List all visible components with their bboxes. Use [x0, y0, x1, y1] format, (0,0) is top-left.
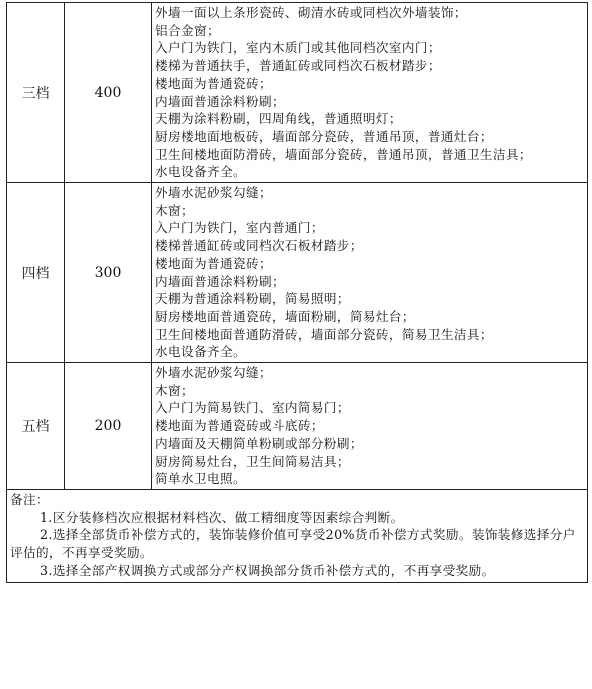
note-item-1: 1.区分装修档次应根据材料档次、做工精细度等因素综合判断。	[40, 509, 404, 525]
table-row	[7, 183, 588, 363]
standard-line: 木窗；	[155, 202, 194, 218]
standard-detail-cell	[152, 363, 588, 490]
standard-line: 卫生间楼地面防滑砖，墙面部分瓷砖，普通吊顶，普通卫生洁具；	[155, 146, 532, 162]
standard-line: 厨房楼地面地板砖，墙面部分瓷砖，普通吊顶，普通灶台；	[155, 128, 493, 144]
standard-line: 卫生间楼地面普通防滑砖，墙面部分瓷砖，简易卫生洁具；	[155, 326, 493, 342]
standard-line: 楼地面为普通瓷砖；	[155, 255, 272, 271]
standard-line: 入户门为铁门，室内木质门或其他同档次室内门；	[155, 40, 441, 56]
standard-line: 水电设备齐全。	[155, 164, 246, 180]
standard-line: 内墙面普通涂料粉刷；	[155, 93, 285, 109]
notes-row	[7, 489, 588, 582]
standard-line: 内墙面普通涂料粉刷；	[155, 273, 285, 289]
standard-line: 外墙水泥砂浆勾缝；	[155, 365, 272, 381]
grade-cell: 五档	[7, 363, 65, 490]
standard-line: 外墙水泥砂浆勾缝；	[155, 185, 272, 201]
standard-line: 厨房楼地面普通瓷砖，墙面粉刷，简易灶台；	[155, 308, 415, 324]
standard-line: 楼地面为普通瓷砖或斗底砖；	[155, 418, 324, 434]
standard-line: 入户门为铁门，室内普通门；	[155, 220, 324, 236]
notes-title: 备注：	[10, 491, 49, 507]
standard-line: 厨房简易灶台，卫生间简易洁具；	[155, 453, 350, 469]
grade-cell: 三档	[7, 3, 65, 183]
standard-line: 入户门为简易铁门、室内简易门；	[155, 400, 350, 416]
note-item-3: 3.选择全部产权调换方式或部分产权调换部分货币补偿方式的，不再享受奖励。	[40, 562, 495, 578]
standard-detail-cell	[152, 3, 588, 183]
amount-cell: 400	[65, 3, 152, 183]
compensation-table-sheet	[6, 2, 588, 583]
amount-cell: 200	[65, 363, 152, 490]
note-item-2: 2.选择全部货币补偿方式的，装饰装修价值可享受20%货币补偿方式奖励。装饰装修选择分户评估的，不再享受奖励。	[10, 527, 576, 561]
decoration-grade-table	[6, 2, 588, 583]
standard-line: 木窗；	[155, 382, 194, 398]
standard-line: 铝合金窗；	[155, 22, 220, 38]
standard-line: 楼梯普通缸砖或同档次石板材踏步；	[155, 238, 363, 254]
standard-line: 天棚为涂料粉刷，四周角线，普通照明灯；	[155, 111, 402, 127]
standard-line: 天棚为普通涂料粉刷，简易照明；	[155, 291, 350, 307]
standard-detail-cell	[152, 183, 588, 363]
table-row	[7, 363, 588, 490]
standard-line: 外墙一面以上条形瓷砖、砌清水砖或同档次外墙装饰；	[155, 5, 467, 20]
standard-line: 楼梯为普通扶手，普通缸砖或同档次石板材踏步；	[155, 58, 441, 74]
standard-line: 水电设备齐全。	[155, 344, 246, 360]
table-body	[7, 3, 588, 490]
standard-line: 内墙面及天棚简单粉刷或部分粉刷；	[155, 435, 363, 451]
amount-cell: 300	[65, 183, 152, 363]
standard-line: 楼地面为普通瓷砖；	[155, 75, 272, 91]
grade-cell: 四档	[7, 183, 65, 363]
standard-line: 简单水卫电照。	[155, 471, 246, 487]
table-row	[7, 3, 588, 183]
notes-cell	[7, 489, 588, 582]
